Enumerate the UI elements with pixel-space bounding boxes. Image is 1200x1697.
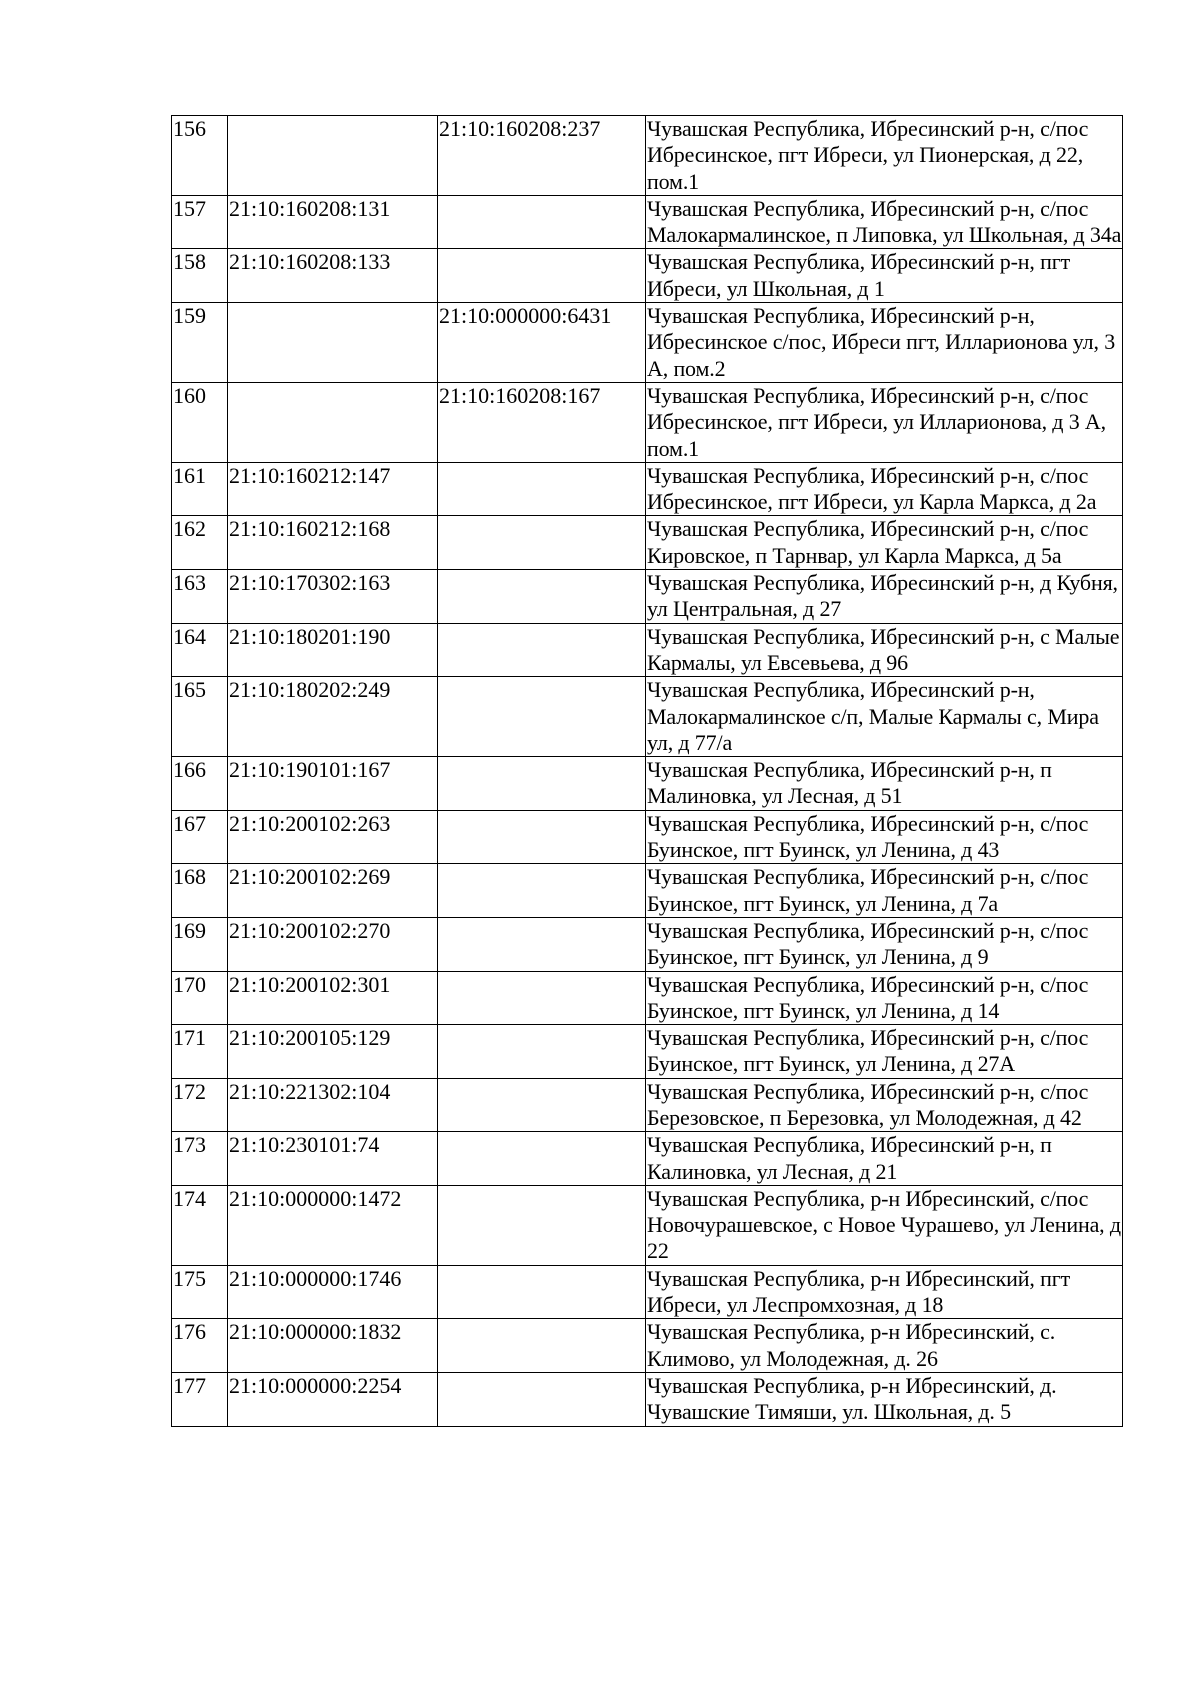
premises-cadastral-number-cell (438, 249, 646, 303)
row-number-cell: 170 (172, 971, 228, 1025)
premises-cadastral-number-cell (438, 1372, 646, 1426)
address-cell: Чувашская Республика, Ибресинский р-н, д Кубня, ул Центральная, д 27 (646, 570, 1123, 624)
cadastral-number-cell: 21:10:160212:147 (228, 462, 438, 516)
premises-cadastral-number-cell: 21:10:000000:6431 (438, 303, 646, 383)
row-number-cell: 156 (172, 116, 228, 196)
row-number-cell: 174 (172, 1185, 228, 1265)
row-number-cell: 172 (172, 1078, 228, 1132)
cadastral-number-cell: 21:10:180202:249 (228, 677, 438, 757)
row-number-cell: 161 (172, 462, 228, 516)
row-number-cell: 167 (172, 810, 228, 864)
table-row (172, 757, 1123, 811)
row-number-cell: 175 (172, 1265, 228, 1319)
row-number-cell: 164 (172, 623, 228, 677)
address-cell: Чувашская Республика, Ибресинский р-н, с/пос Буинское, пгт Буинск, ул Ленина, д 14 (646, 971, 1123, 1025)
row-number-cell: 157 (172, 195, 228, 249)
premises-cadastral-number-cell (438, 1185, 646, 1265)
row-number-cell: 166 (172, 757, 228, 811)
cadastral-number-cell: 21:10:200102:270 (228, 917, 438, 971)
registry-table-body (172, 116, 1123, 1427)
address-cell: Чувашская Республика, Ибресинский р-н, с/пос Кировское, п Тарнвар, ул Карла Маркса, д 5а (646, 516, 1123, 570)
premises-cadastral-number-cell: 21:10:160208:167 (438, 382, 646, 462)
address-cell: Чувашская Республика, Ибресинский р-н, с/пос Буинское, пгт Буинск, ул Ленина, д 43 (646, 810, 1123, 864)
address-cell: Чувашская Республика, Ибресинский р-н, п Калиновка, ул Лесная, д 21 (646, 1132, 1123, 1186)
row-number-cell: 176 (172, 1319, 228, 1373)
cadastral-number-cell: 21:10:190101:167 (228, 757, 438, 811)
cadastral-number-cell: 21:10:000000:1832 (228, 1319, 438, 1373)
table-row (172, 462, 1123, 516)
address-cell: Чувашская Республика, Ибресинский р-н, с/пос Буинское, пгт Буинск, ул Ленина, д 7а (646, 864, 1123, 918)
cadastral-number-cell: 21:10:000000:2254 (228, 1372, 438, 1426)
cadastral-number-cell: 21:10:180201:190 (228, 623, 438, 677)
table-row (172, 116, 1123, 196)
table-row (172, 810, 1123, 864)
cadastral-number-cell: 21:10:200102:269 (228, 864, 438, 918)
row-number-cell: 158 (172, 249, 228, 303)
cadastral-number-cell: 21:10:160212:168 (228, 516, 438, 570)
cadastral-number-cell: 21:10:170302:163 (228, 570, 438, 624)
address-cell: Чувашская Республика, Ибресинский р-н, п Малиновка, ул Лесная, д 51 (646, 757, 1123, 811)
table-row (172, 1078, 1123, 1132)
table-row (172, 249, 1123, 303)
address-cell: Чувашская Республика, р-н Ибресинский, пгт Ибреси, ул Леспромхозная, д 18 (646, 1265, 1123, 1319)
premises-cadastral-number-cell (438, 462, 646, 516)
premises-cadastral-number-cell (438, 1132, 646, 1186)
cadastral-number-cell (228, 303, 438, 383)
table-row (172, 1025, 1123, 1079)
address-cell: Чувашская Республика, Ибресинский р-н, с/пос Ибресинское, пгт Ибреси, ул Илларионова, д 3 А, пом.1 (646, 382, 1123, 462)
row-number-cell: 162 (172, 516, 228, 570)
premises-cadastral-number-cell (438, 677, 646, 757)
table-row (172, 677, 1123, 757)
table-row (172, 1265, 1123, 1319)
address-cell: Чувашская Республика, Ибресинский р-н, с/пос Малокармалинское, п Липовка, ул Школьная, д 34а (647, 195, 1122, 248)
premises-cadastral-number-cell (438, 623, 646, 677)
row-number-cell: 168 (172, 864, 228, 918)
table-row (172, 382, 1123, 462)
address-cell: Чувашская Республика, Ибресинский р-н, с/пос Березовское, п Березовка, ул Молодежная, д 42 (646, 1078, 1123, 1132)
row-number-cell: 171 (172, 1025, 228, 1079)
premises-cadastral-number-cell (438, 1265, 646, 1319)
table-row (172, 1132, 1123, 1186)
row-number-cell: 159 (172, 303, 228, 383)
table-row (172, 864, 1123, 918)
table-row (172, 516, 1123, 570)
premises-cadastral-number-cell (438, 917, 646, 971)
cadastral-number-cell: 21:10:160208:131 (228, 195, 438, 249)
premises-cadastral-number-cell (438, 1025, 646, 1079)
cadastral-number-cell: 21:10:000000:1472 (228, 1185, 438, 1265)
table-row (172, 195, 1123, 249)
cadastral-number-cell: 21:10:230101:74 (228, 1132, 438, 1186)
table-row (172, 623, 1123, 677)
row-number-cell: 160 (172, 382, 228, 462)
cadastral-number-cell: 21:10:160208:133 (228, 249, 438, 303)
table-row (172, 917, 1123, 971)
cadastral-number-cell (228, 116, 438, 196)
address-cell: Чувашская Республика, р-н Ибресинский, с/пос Новочурашевское, с Новое Чурашево, ул Ленина, д 22 (647, 1185, 1121, 1264)
table-row (172, 1319, 1123, 1373)
premises-cadastral-number-cell (438, 516, 646, 570)
table-row (172, 1372, 1123, 1426)
row-number-cell: 169 (172, 917, 228, 971)
address-cell: Чувашская Республика, Ибресинский р-н, с/пос Ибресинское, пгт Ибреси, ул Карла Маркса, д 2а (646, 462, 1123, 516)
table-row (172, 1185, 1123, 1265)
premises-cadastral-number-cell (438, 1078, 646, 1132)
address-cell: Чувашская Республика, Ибресинский р-н, Малокармалинское с/п, Малые Кармалы с, Мира ул, д 77/а (646, 677, 1123, 757)
row-number-cell: 165 (172, 677, 228, 757)
row-number-cell: 177 (172, 1372, 228, 1426)
cadastral-number-cell: 21:10:000000:1746 (228, 1265, 438, 1319)
cadastral-number-cell: 21:10:200102:263 (228, 810, 438, 864)
premises-cadastral-number-cell (438, 757, 646, 811)
cadastral-number-cell (228, 382, 438, 462)
table-row (172, 570, 1123, 624)
address-cell: Чувашская Республика, Ибресинский р-н, с/пос Буинское, пгт Буинск, ул Ленина, д 27А (646, 1025, 1123, 1079)
address-cell: Чувашская Республика, Ибресинский р-н, с/пос Буинское, пгт Буинск, ул Ленина, д 9 (646, 917, 1123, 971)
cadastral-number-cell: 21:10:200105:129 (228, 1025, 438, 1079)
row-number-cell: 173 (172, 1132, 228, 1186)
row-number-cell: 163 (172, 570, 228, 624)
address-cell: Чувашская Республика, р-н Ибресинский, с. Климово, ул Молодежная, д. 26 (646, 1319, 1123, 1373)
premises-cadastral-number-cell (438, 971, 646, 1025)
cadastral-number-cell: 21:10:200102:301 (228, 971, 438, 1025)
table-row (172, 303, 1123, 383)
premises-cadastral-number-cell (438, 570, 646, 624)
address-cell: Чувашская Республика, р-н Ибресинский, д. Чувашские Тимяши, ул. Школьная, д. 5 (646, 1372, 1123, 1426)
address-cell: Чувашская Республика, Ибресинский р-н, с/пос Ибресинское, пгт Ибреси, ул Пионерская, д 22, пом.1 (646, 116, 1123, 196)
address-cell: Чувашская Республика, Ибресинский р-н, пгт Ибреси, ул Школьная, д 1 (646, 249, 1123, 303)
cadastral-number-cell: 21:10:221302:104 (228, 1078, 438, 1132)
premises-cadastral-number-cell: 21:10:160208:237 (438, 116, 646, 196)
table-row (172, 971, 1123, 1025)
address-cell: Чувашская Республика, Ибресинский р-н, Ибресинское с/пос, Ибреси пгт, Илларионова ул, 3 А, пом.2 (646, 303, 1123, 383)
property-registry-table (171, 115, 1123, 1427)
premises-cadastral-number-cell (438, 864, 646, 918)
premises-cadastral-number-cell (438, 1319, 646, 1373)
address-cell: Чувашская Республика, Ибресинский р-н, с Малые Кармалы, ул Евсевьева, д 96 (646, 623, 1123, 677)
premises-cadastral-number-cell (438, 195, 646, 249)
premises-cadastral-number-cell (438, 810, 646, 864)
